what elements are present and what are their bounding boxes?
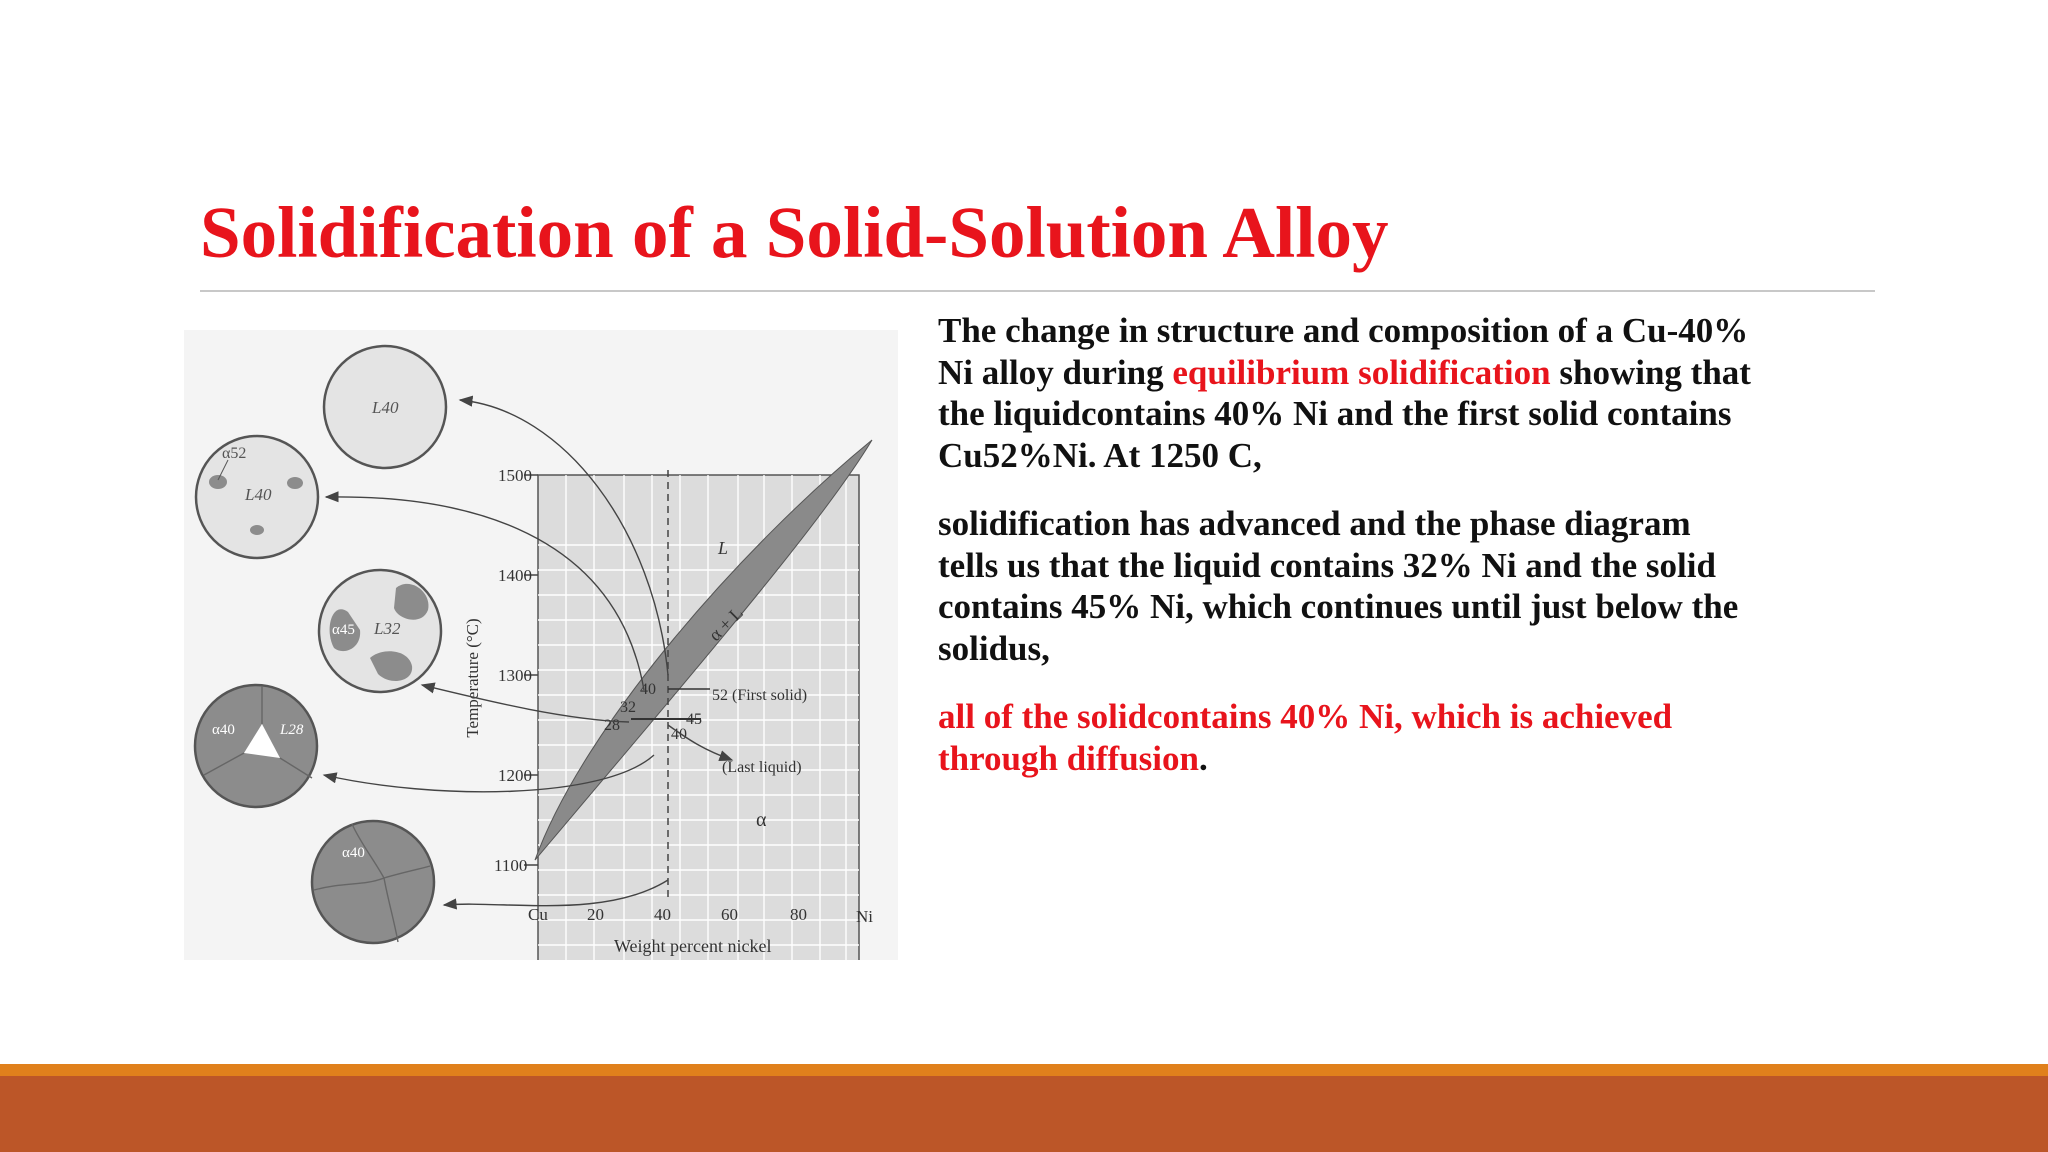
phase-diagram-figure <box>184 330 898 960</box>
label-first-liquid: 40 <box>640 681 656 698</box>
y-tick-1400: 1400 <box>498 566 532 585</box>
x-tick-ni: Ni <box>856 907 873 926</box>
x-tick-40: 40 <box>654 905 671 924</box>
microstructure-circle-3 <box>319 570 441 692</box>
microstructure-circle-5 <box>312 821 434 943</box>
microstructure-circle-2 <box>196 436 318 558</box>
paragraph-3-line-1: all of the solidcontains 40% Ni, which is achieved <box>938 697 1673 736</box>
paragraph-2-line-3: contains 45% Ni, which continues until just below the <box>938 587 1739 626</box>
circle-5-solid-label: α40 <box>342 845 365 861</box>
x-tick-80: 80 <box>790 905 807 924</box>
x-tick-60: 60 <box>721 905 738 924</box>
label-tie-right: 45 <box>686 711 702 728</box>
paragraph-1-line-3: the liquidcontains 40% Ni and the first solid contains <box>938 394 1732 433</box>
x-tick-20: 20 <box>587 905 604 924</box>
circle-2-solid-label: α52 <box>222 445 247 462</box>
microstructure-circle-4 <box>195 685 317 807</box>
x-axis-label: Weight percent nickel <box>614 936 772 956</box>
circle-2-liquid-label: L40 <box>245 485 272 504</box>
y-tick-1200: 1200 <box>498 766 532 785</box>
paragraph-1-line-2-end: showing that <box>1550 352 1751 392</box>
paragraph-2-line-4: solidus, <box>938 628 1050 668</box>
label-tie-left: 32 <box>620 699 636 716</box>
circle-3-liquid-label: L32 <box>374 619 401 638</box>
region-label-solid: α <box>756 809 767 831</box>
paragraph-1 <box>938 310 1878 476</box>
circle-3-solid-label: α45 <box>332 622 355 638</box>
label-first-solid: 52 (First solid) <box>712 687 808 704</box>
paragraph-3-line-2-end: . <box>1198 738 1208 778</box>
paragraph-2-line-2: tells us that the liquid contains 32% Ni and the solid <box>938 545 1716 585</box>
y-tick-1500: 1500 <box>498 466 532 485</box>
equilibrium-solidification-highlight: equilibrium solidification <box>1172 352 1551 392</box>
paragraph-1-line-4: Cu52%Ni. At 1250 C, <box>938 435 1262 475</box>
y-tick-1300: 1300 <box>498 666 532 685</box>
label-final-solid: 40 <box>671 726 687 743</box>
paragraph-3 <box>938 696 1878 779</box>
paragraph-2 <box>938 503 1878 669</box>
label-last-liquid-comp: 28 <box>604 717 620 734</box>
footer-accent-line <box>0 1064 2048 1076</box>
paragraph-1-line-1: The change in structure and composition of a Cu-40% <box>938 311 1749 350</box>
microstructure-circle-1 <box>324 346 446 468</box>
paragraph-1-line-2-start: Ni alloy during <box>938 352 1173 392</box>
region-label-two-phase: α + L <box>704 602 747 645</box>
title-divider <box>200 290 1875 292</box>
circle-4-liquid-label: L28 <box>280 722 304 738</box>
paragraph-2-line-1: solidification has advanced and the phase diagram <box>938 504 1691 543</box>
region-label-liquid: L <box>718 538 729 558</box>
through-diffusion-highlight: through diffusion <box>938 738 1199 778</box>
circle-1-liquid-label: L40 <box>372 398 399 417</box>
x-tick-cu: Cu <box>528 905 548 924</box>
y-axis-label: Temperature (°C) <box>463 618 482 738</box>
circle-4-solid-label: α40 <box>212 722 235 738</box>
phase-diagram-svg <box>184 330 898 960</box>
slide-title: Solidification of a Solid-Solution Alloy <box>200 192 1389 273</box>
slide-body <box>938 310 1878 806</box>
label-last-liquid: (Last liquid) <box>722 759 802 776</box>
footer-bar <box>0 1076 2048 1152</box>
y-tick-1100: 1100 <box>494 856 528 875</box>
